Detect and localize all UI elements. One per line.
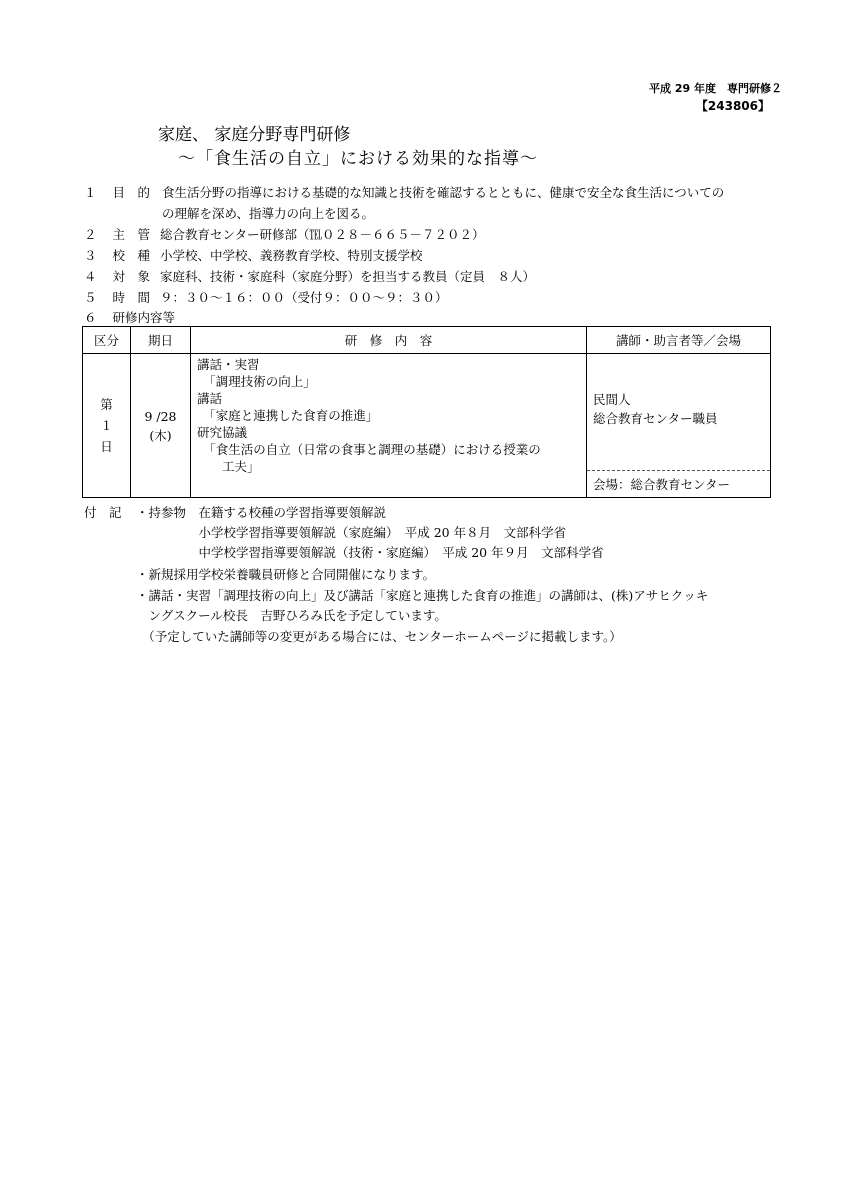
table-header-row [83, 327, 771, 354]
note-line: （予定していた講師等の変更がある場合には、センターホームページに掲載します。） [136, 629, 622, 644]
item-number: ４ [84, 269, 97, 284]
item-number: ５ [84, 290, 97, 305]
course-year-label: 平成 29 年度 専門研修２ [649, 82, 782, 95]
page-subtitle: ～「食生活の自立」における効果的な指導～ [178, 149, 538, 169]
item-number: １ [84, 185, 97, 200]
purpose-text-line-1: 食生活分野の指導における基礎的な知識と技術を確認するとともに、健康で安全な食生活についての [162, 185, 725, 200]
item-school-type [84, 247, 423, 264]
venue-line: 会場：総合教育センター [587, 470, 770, 494]
date-value: 9 /28 [144, 408, 177, 424]
content-line: 「家庭と連携した食育の推進」 [197, 408, 379, 423]
item-label: 主 管 [112, 227, 151, 242]
lecturer-cell [587, 354, 771, 498]
item-content-heading [84, 309, 175, 326]
item-number: ３ [84, 248, 97, 263]
note-line: ・新規採用学校栄養職員研修と合同開催になります。 [136, 567, 436, 582]
note-line: ングスクール校長 吉野ひろみ氏を予定しています。 [136, 608, 447, 623]
date-cell [131, 354, 191, 498]
header-date: 期日 [131, 327, 191, 354]
content-line: 工夫」 [197, 459, 260, 474]
item-number: ２ [84, 227, 97, 242]
item-value: 家庭科、技術・家庭科（家庭分野）を担当する教員（定員 ８人） [160, 269, 536, 284]
item-purpose [84, 184, 150, 201]
day-cell [83, 354, 131, 498]
item-time [84, 289, 448, 306]
header-content: 研 修 内 容 [191, 327, 587, 354]
course-code: 【243806】 [695, 99, 770, 113]
content-line: 講話 [197, 391, 223, 406]
item-label: 時 間 [112, 290, 151, 305]
item-value: ９：３０～１６：００（受付９：００～９：３０） [160, 290, 448, 305]
content-cell [191, 354, 587, 498]
notes-label: 付 記 [84, 505, 122, 520]
item-number: ６ [84, 310, 97, 325]
day-char: 第 [100, 397, 113, 412]
header-kubun: 区分 [83, 327, 131, 354]
header-lecturer: 講師・助言者等／会場 [587, 327, 771, 354]
schedule-table [82, 326, 771, 498]
page-title: 家庭、 家庭分野専門研修 [158, 125, 351, 145]
table-row [83, 354, 771, 498]
content-line: 「調理技術の向上」 [197, 374, 316, 389]
note-line: 中学校学習指導要領解説（技術・家庭編） 平成 20 年９月 文部科学省 [136, 545, 604, 560]
lecturer-line: 民間人 [593, 392, 631, 407]
content-line: 「食生活の自立（日常の食事と調理の基礎）における授業の [197, 442, 541, 457]
day-char: 日 [100, 439, 113, 454]
item-label: 校 種 [112, 248, 151, 263]
note-line: ・持参物 在籍する校種の学習指導要領解説 [136, 505, 387, 520]
content-line: 講話・実習 [197, 357, 260, 372]
content-line: 研究協議 [197, 425, 248, 440]
item-label: 目 的 [112, 185, 151, 200]
item-label: 研修内容等 [112, 310, 176, 325]
item-value: 小学校、中学校、義務教育学校、特別支援学校 [160, 248, 423, 263]
weekday-value: (木) [149, 427, 172, 443]
item-label: 対 象 [112, 269, 151, 284]
item-value: 総合教育センター研修部（℡０２８－６６５－７２０２） [160, 227, 485, 242]
day-char: １ [100, 418, 113, 433]
note-line: 小学校学習指導要領解説（家庭編） 平成 20 年８月 文部科学省 [136, 525, 567, 540]
item-target [84, 268, 535, 285]
purpose-text-line-2: の理解を深め、指導力の向上を図る。 [162, 206, 375, 221]
lecturer-line: 総合教育センター職員 [593, 411, 718, 426]
note-line: ・講話・実習「調理技術の向上」及び講話「家庭と連携した食育の推進」の講師は、(株)アサヒクッキ [136, 588, 709, 603]
item-organizer [84, 226, 485, 243]
